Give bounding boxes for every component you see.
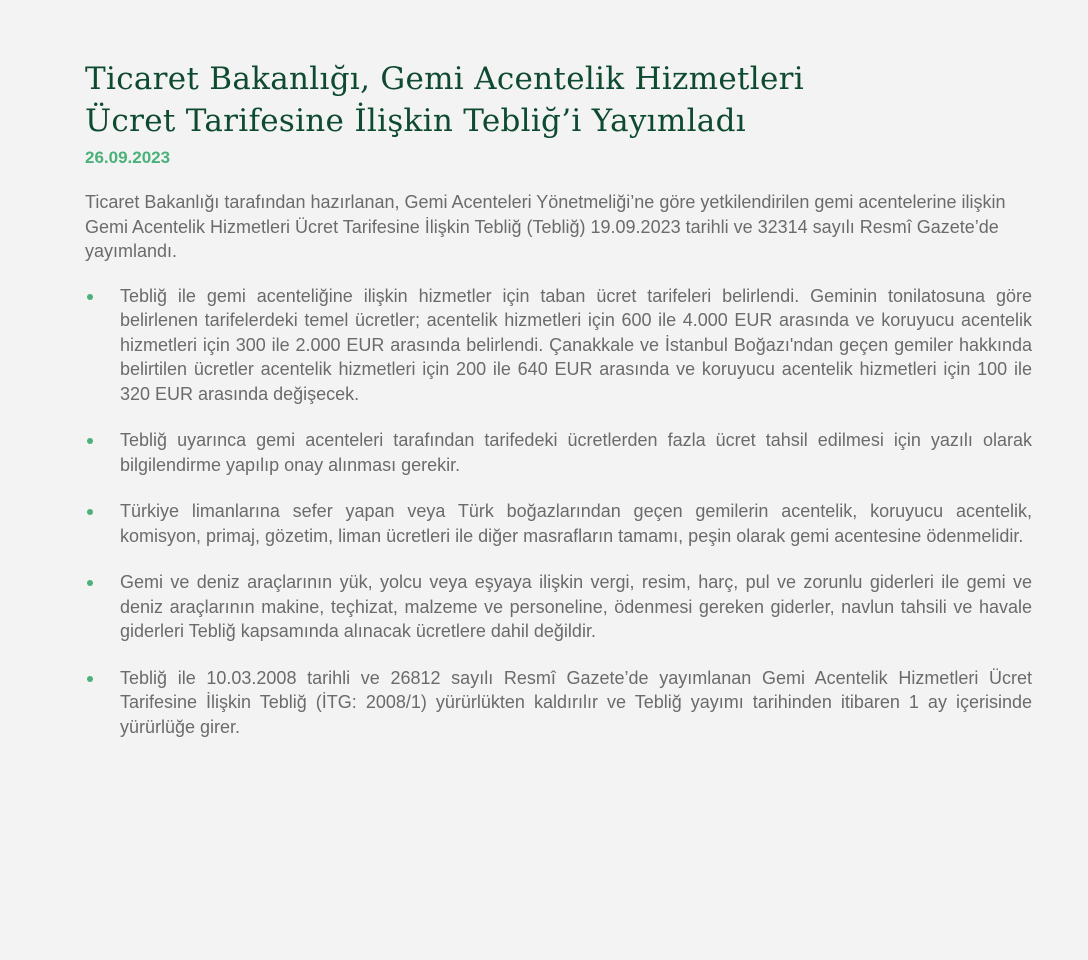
list-item [85, 666, 1032, 740]
bullet-icon [87, 676, 93, 682]
bullet-icon [87, 294, 93, 300]
title-line-1: Ticaret Bakanlığı, Gemi Acentelik Hizmetleri [85, 61, 804, 97]
bullet-icon [87, 509, 93, 515]
bullet-list [85, 284, 1032, 740]
list-item [85, 284, 1032, 407]
list-item-text: Tebliğ ile gemi acenteliğine ilişkin hizmetler için taban ücret tarifeleri belirlendi. Geminin tonilatosuna göre belirlenen tarifelerdeki temel ücretler; acentelik hizmetleri için 600 ile 4.000 EUR arasında ve koruyucu acentelik hizmetleri için 300 ile 2.000 EUR arasında belirlendi. Çanakkale ve İstanbul Boğazı'ndan geçen gemiler hakkında belirtilen ücretler acentelik hizmetleri için 200 ile 640 EUR arasında ve koruyucu acentelik hizmetleri için 100 ile 320 EUR arasında değişecek. [120, 285, 1032, 404]
list-item [85, 499, 1032, 548]
intro-paragraph: Ticaret Bakanlığı tarafından hazırlanan, Gemi Acenteleri Yönetmeliği’ne göre yetkilendirilen gemi acentelerine ilişkin Gemi Acentelik Hizmetleri Ücret Tarifesine İlişkin Tebliğ (Tebliğ) 19.09.2023 tarihli ve 32314 sayılı Resmî Gazete’de yayımlandı. [85, 192, 1006, 261]
article-title [85, 58, 1032, 142]
bullet-icon [87, 438, 93, 444]
list-item-text: Tebliğ ile 10.03.2008 tarihli ve 26812 sayılı Resmî Gazete’de yayımlanan Gemi Acentelik Hizmetleri Ücret Tarifesine İlişkin Tebliğ (İTG: 2008/1) yürürlükten kaldırılır ve Tebliğ yayımı tarihinden itibaren 1 ay içerisinde yürürlüğe girer. [120, 667, 1032, 737]
list-item-text: Türkiye limanlarına sefer yapan veya Türk boğazlarından geçen gemilerin acentelik, koruyucu acentelik, komisyon, primaj, gözetim, liman ücretleri ile diğer masrafların tamamı, peşin olarak gemi acentesine ödenmelidir. [120, 501, 1032, 546]
list-item-text: Tebliğ uyarınca gemi acenteleri tarafından tarifedeki ücretlerden fazla ücret tahsil edilmesi için yazılı olarak bilgilendirme yapılıp onay alınması gerekir. [120, 430, 1032, 475]
article-date: 26.09.2023 [85, 148, 171, 167]
list-item [85, 428, 1032, 477]
title-line-2: Ücret Tarifesine İlişkin Tebliğ’i Yayımladı [85, 103, 746, 139]
list-item-text: Gemi ve deniz araçlarının yük, yolcu veya eşyaya ilişkin vergi, resim, harç, pul ve zorunlu giderleri ile gemi ve deniz araçlarının makine, teçhizat, malzeme ve personeline, ödenmesi gereken giderler, navlun tahsili ve havale giderleri Tebliğ kapsamında alınacak ücretlere dahil değildir. [120, 572, 1032, 641]
list-item [85, 570, 1032, 644]
article [85, 58, 1032, 761]
bullet-icon [87, 580, 93, 586]
